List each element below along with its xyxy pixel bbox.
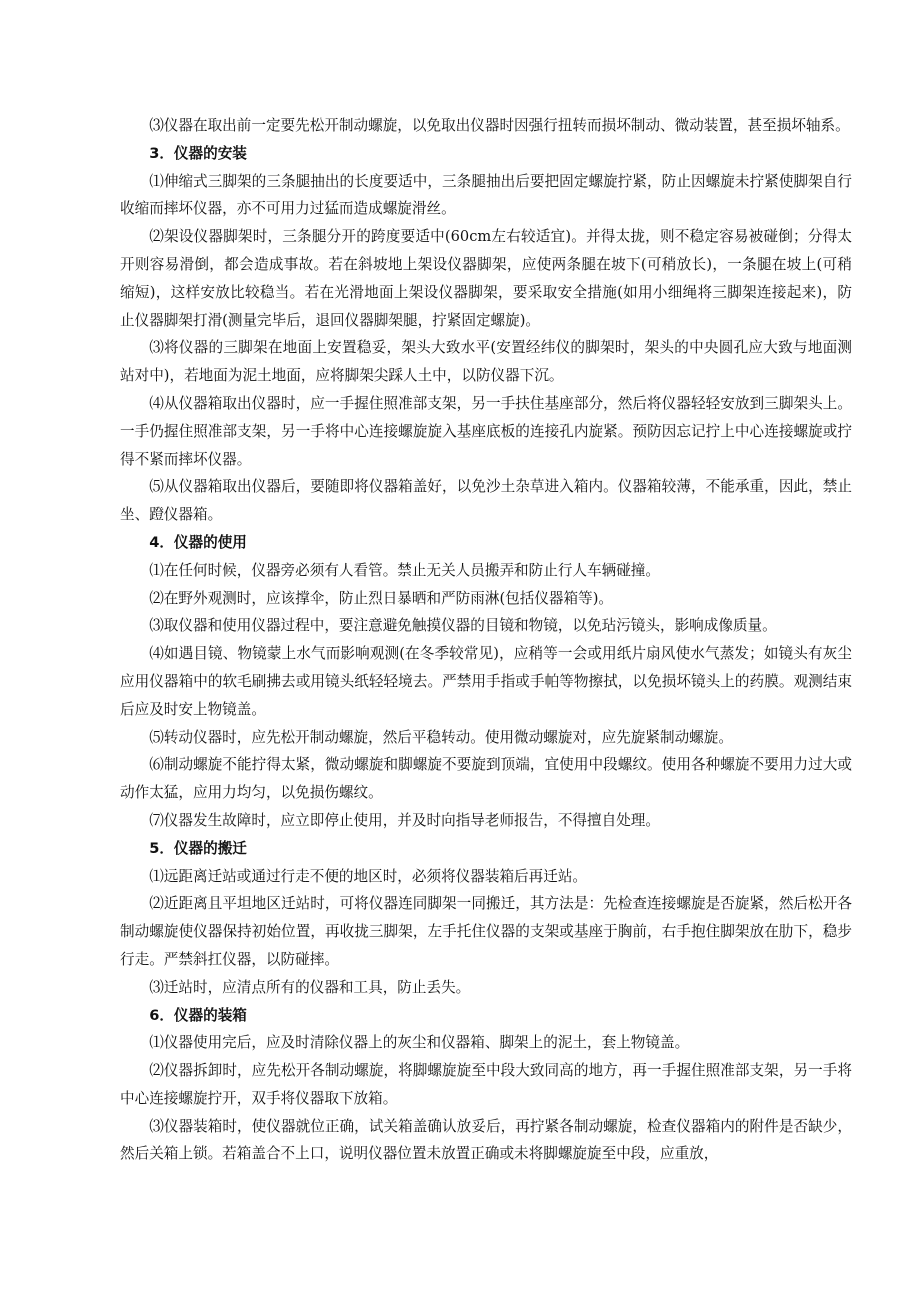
paragraph: ⑸转动仪器时，应先松开制动螺旋，然后平稳转动。使用微动螺旋对，应先旋紧制动螺旋。: [149, 728, 733, 746]
paragraph: ⑴仪器使用完后，应及时清除仪器上的灰尘和仪器箱、脚架上的泥土，套上物镜盖。: [149, 1034, 690, 1052]
paragraph: ⑶仪器装箱时，使仪器就位正确，试关箱盖确认放妥后，再拧紧各制动螺旋，检查仪器箱内的附件是否缺少，然后关箱上锁。若箱盖合不上口，说明仪器位置未放置正确或未将脚螺旋旋至中段，应重放，: [120, 1117, 852, 1163]
section-heading: 3．仪器的安装: [149, 144, 247, 162]
paragraph: ⑵仪器拆卸时，应先松开各制动螺旋，将脚螺旋旋至中段大致同高的地方，再一手握住照准部支架，另一手将中心连接螺旋拧开，双手将仪器取下放箱。: [120, 1062, 852, 1107]
paragraph: ⑶取仪器和使用仪器过程中，要注意避免触摸仪器的目镜和物镜，以免玷污镜头，影响成像质量。: [149, 617, 777, 635]
document-body: [120, 112, 852, 1168]
paragraph: ⑵近距离且平坦地区迁站时，可将仪器连同脚架一同搬迁，其方法是：先检查连接螺旋是否旋紧，然后松开各制动螺旋使仪器保持初始位置，再收拢三脚架，左手托住仪器的支架或基座于胸前，右手抱住脚架放在肋下，稳步行走。严禁斜扛仪器，以防碰摔。: [120, 895, 852, 968]
paragraph: ⑵在野外观测时，应该撑伞，防止烈日暴晒和严防雨淋(包括仪器箱等)。: [149, 589, 613, 607]
paragraph: ⑶将仪器的三脚架在地面上安置稳妥，架头大致水平(安置经纬仪的脚架时，架头的中央圆孔应大致与地面测站对中)，若地面为泥土地面，应将脚架尖踩人土中，以防仪器下沉。: [120, 339, 852, 385]
paragraph: ⑺仪器发生故障时，应立即停止使用，并及时向指导老师报告，不得擅自处理。: [149, 811, 660, 829]
paragraph: ⑴伸缩式三脚架的三条腿抽出的长度要适中，三条腿抽出后要把固定螺旋拧紧，防止因螺旋未拧紧使脚架自行收缩而摔坏仪器，亦不可用力过猛而造成螺旋滑丝。: [120, 172, 852, 218]
paragraph: ⑹制动螺旋不能拧得太紧，微动螺旋和脚螺旋不要旋到顶端，宜使用中段螺纹。使用各种螺旋不要用力过大或动作太猛，应用力均匀，以免损伤螺纹。: [120, 756, 852, 802]
paragraph: ⑸从仪器箱取出仪器后，要随即将仪器箱盖好，以免沙土杂草进入箱内。仪器箱较薄，不能承重，因此，禁止坐、蹬仪器箱。: [120, 478, 852, 524]
paragraph: ⑵架设仪器脚架时，三条腿分开的跨度要适中(60cm左右较适宜)。并得太拢，则不稳定容易被碰倒；分得太开则容易滑倒，都会造成事故。若在斜坡地上架设仪器脚架，应使两条腿在坡下(可稍放长)，一条腿在坡上(可稍缩短)，这样安放比较稳当。若在光滑地面上架设仪器脚架，要采取安全措施(如用小细绳将三脚架连接起来)，防止仪器脚架打滑(测量完毕后，退回仪器脚架腿，拧紧固定螺旋)。: [120, 228, 852, 329]
paragraph: ⑴远距离迁站或通过行走不便的地区时，必须将仪器装箱后再迁站。: [149, 867, 588, 885]
section-heading: 6．仪器的装箱: [149, 1006, 247, 1024]
section-heading: 4．仪器的使用: [149, 533, 247, 551]
paragraph: ⑴在任何时候，仪器旁必须有人看管。禁止无关人员搬弄和防止行人车辆碰撞。: [149, 561, 660, 579]
paragraph: ⑶仪器在取出前一定要先松开制动螺旋，以免取出仪器时因强行扭转而损坏制动、微动装置，甚至损坏轴系。: [149, 117, 850, 134]
paragraph: ⑷从仪器箱取出仪器时，应一手握住照准部支架，另一手扶住基座部分，然后将仪器轻轻安放到三脚架头上。一手仍握住照准部支架，另一手将中心连接螺旋旋入基座底板的连接孔内旋紧。预防因忘记拧上中心连接螺旋或拧得不紧而摔坏仪器。: [120, 394, 852, 468]
paragraph: ⑷如遇目镜、物镜蒙上水气而影响观测(在冬季较常见)，应稍等一会或用纸片扇风使水气蒸发；如镜头有灰尘应用仪器箱中的软毛刷拂去或用镜头纸轻轻境去。严禁用手指或手帕等物擦拭，以免损坏镜头上的药膜。观测结束后应及时安上物镜盖。: [120, 645, 852, 718]
section-heading: 5．仪器的搬迁: [149, 839, 247, 857]
paragraph: ⑶迁站时，应清点所有的仪器和工具，防止丢失。: [149, 978, 471, 996]
